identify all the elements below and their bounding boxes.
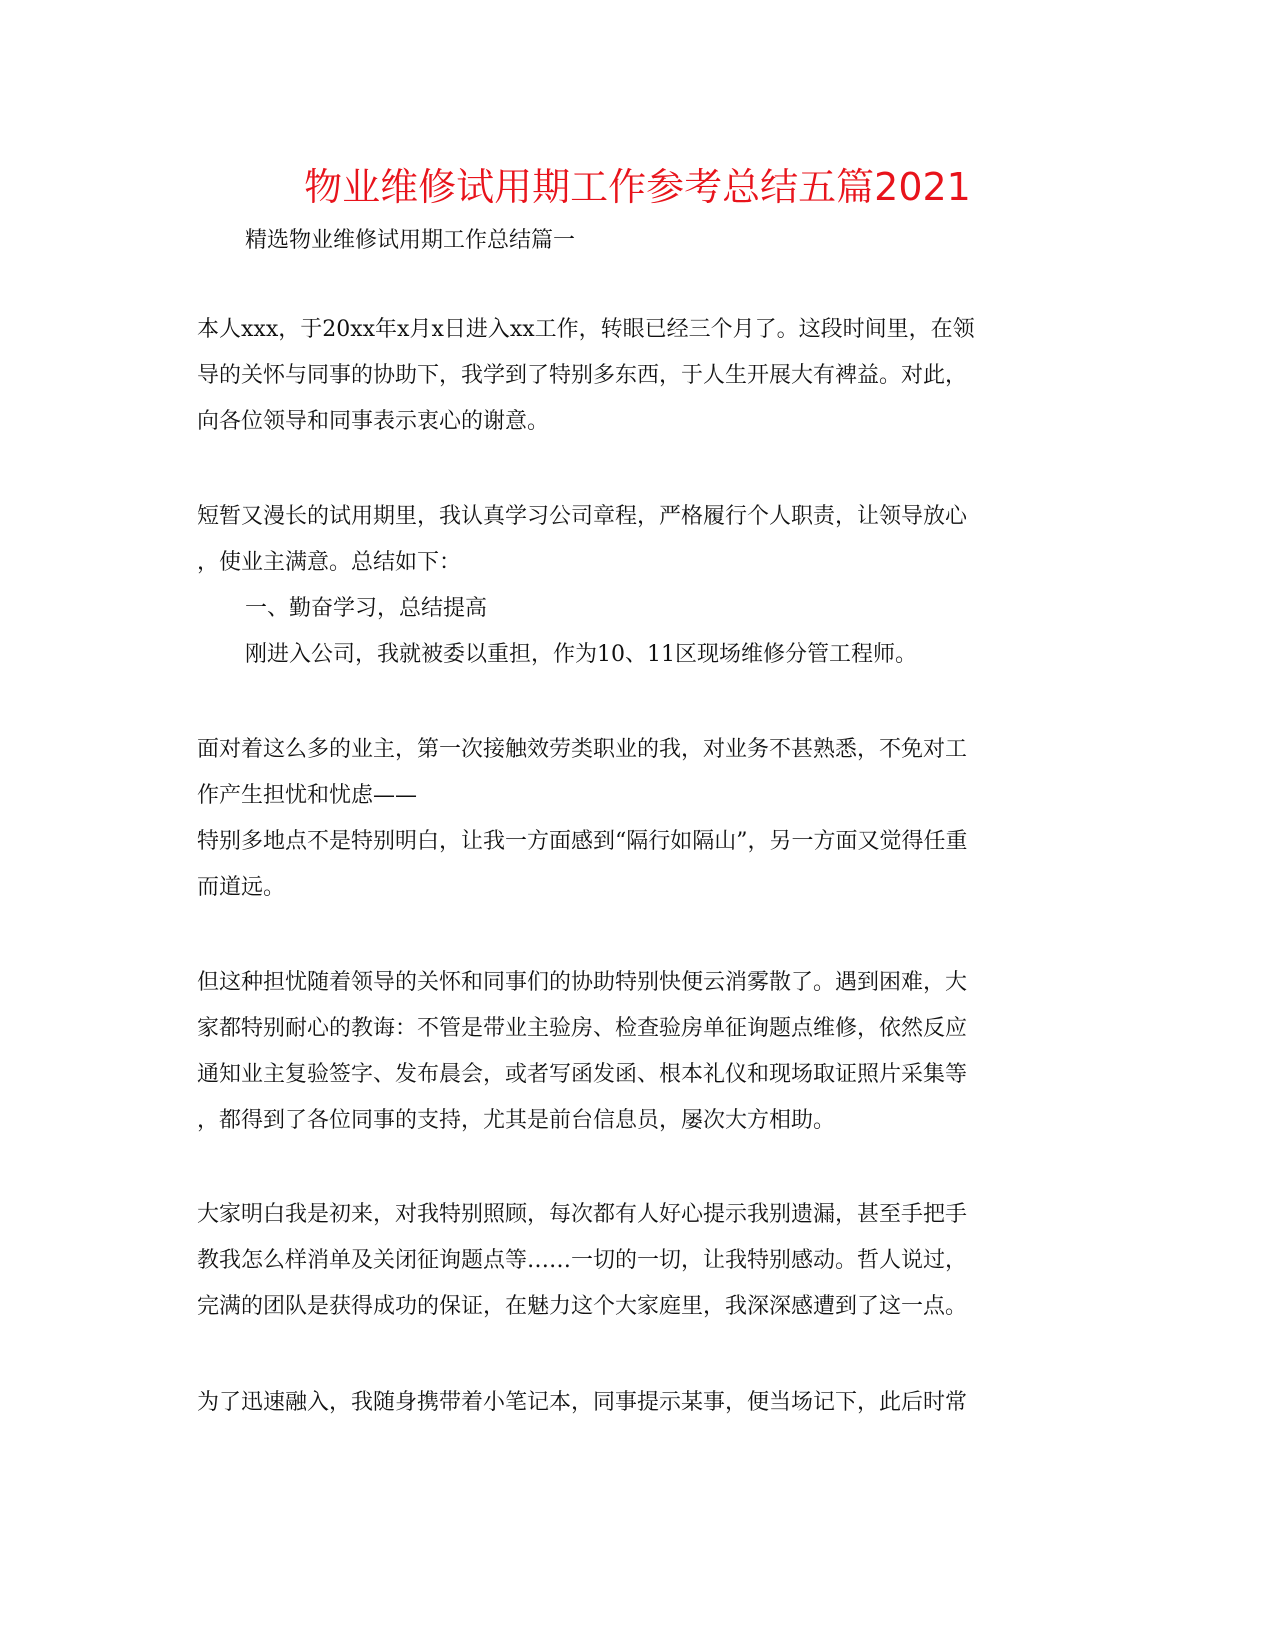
paragraph-line: 向各位领导和同事表示衷心的谢意。: [197, 409, 550, 434]
paragraph-line: 导的关怀与同事的协助下，我学到了特别多东西，于人生开展大有裨益。对此，: [197, 363, 968, 388]
paragraph-line: ，使业主满意。总结如下：: [197, 550, 462, 575]
paragraph-line: 作产生担忧和忧虑——: [197, 783, 418, 808]
paragraph-line: ，都得到了各位同事的支持，尤其是前台信息员，屡次大方相助。: [197, 1108, 836, 1133]
section-heading: 精选物业维修试用期工作总结篇一: [245, 228, 576, 253]
paragraph-line: 完满的团队是获得成功的保证，在魅力这个大家庭里，我深深感遭到了这一点。: [197, 1294, 968, 1319]
paragraph-line: 通知业主复验签字、发布晨会，或者写函发函、根本礼仪和现场取证照片采集等: [197, 1062, 968, 1087]
paragraph-line: 但这种担忧随着领导的关怀和同事们的协助特别快便云消雾散了。遇到困难，大: [197, 970, 968, 995]
paragraph-line: 教我怎么样消单及关闭征询题点等……一切的一切，让我特别感动。哲人说过，: [197, 1248, 968, 1273]
paragraph-line: 大家明白我是初来，对我特别照顾，每次都有人好心提示我别遗漏，甚至手把手: [197, 1202, 968, 1227]
paragraph-line: 面对着这么多的业主，第一次接触效劳类职业的我，对业务不甚熟悉，不免对工: [197, 737, 968, 762]
paragraph-line: 为了迅速融入，我随身携带着小笔记本，同事提示某事，便当场记下，此后时常: [197, 1390, 968, 1415]
paragraph-line: 而道远。: [197, 875, 286, 900]
paragraph-line: 短暂又漫长的试用期里，我认真学习公司章程，严格履行个人职责，让领导放心: [197, 504, 968, 529]
paragraph-line: 特别多地点不是特别明白，让我一方面感到“隔行如隔山”，另一方面又觉得任重: [197, 829, 968, 854]
paragraph-line: 家都特别耐心的教诲：不管是带业主验房、检查验房单征询题点维修，依然反应: [197, 1016, 968, 1041]
document-title: 物业维修试用期工作参考总结五篇2021: [304, 165, 971, 209]
paragraph-line: 刚进入公司，我就被委以重担，作为10、11区现场维修分管工程师。: [245, 642, 917, 667]
paragraph-line: 本人xxx，于20xx年x月x日进入xx工作，转眼已经三个月了。这段时间里，在领: [197, 317, 975, 342]
subheading: 一、勤奋学习，总结提高: [245, 596, 488, 621]
